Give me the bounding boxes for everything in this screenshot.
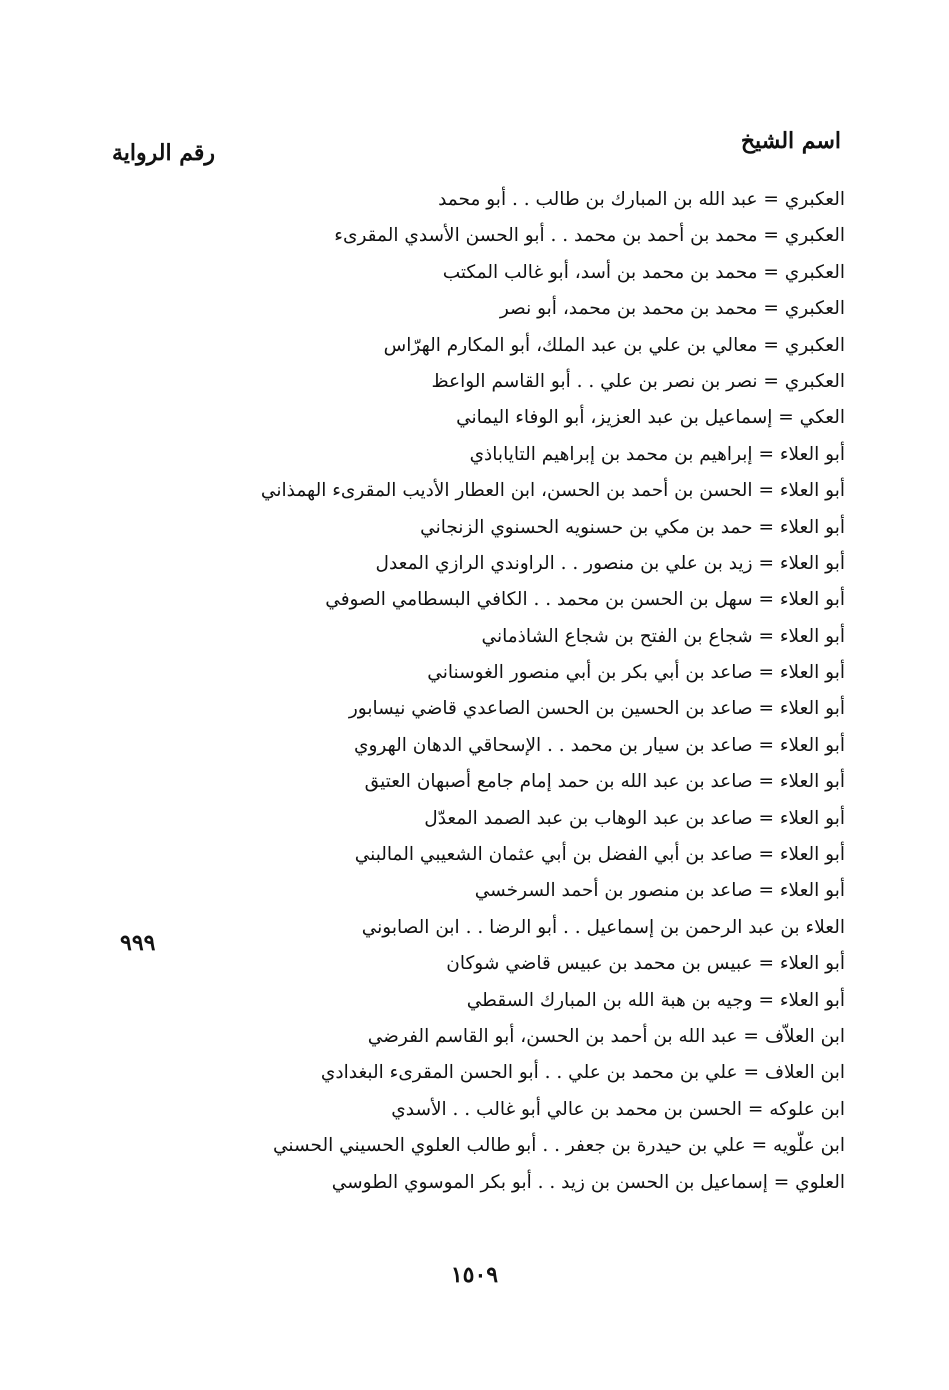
sheikh-entry: أبو العلاء = حمد بن مكي بن حسنويه الحسنوي الزنجاني	[420, 516, 845, 538]
sheikh-entry: أبو العلاء = صاعد بن الحسين بن الحسن الصاعدي قاضي نيسابور	[348, 698, 845, 720]
sheikh-entry: العكبري = محمد بن محمد بن أسد، أبو غالب المكتب	[442, 261, 845, 283]
sheikh-entry: العكبري = نصر بن نصر بن علي . . أبو القاسم الواعظ	[431, 370, 845, 392]
sheikh-entry: أبو العلاء = صاعد بن سيار بن محمد . . الإسحاقي الدهان الهروي	[353, 734, 845, 756]
sheikh-entry: العكبري = محمد بن محمد بن محمد، أبو نصر	[499, 298, 845, 320]
sheikh-entry: العلاء بن عبد الرحمن بن إسماعيل . . أبو الرضا . . ابن الصابوني	[361, 916, 845, 938]
sheikh-entry: أبو العلاء = صاعد بن عبد الله بن حمد إمام جامع أصبهان العتيق	[364, 771, 845, 793]
sheikh-entry: ابن العلاف = علي بن محمد بن علي . . أبو الحسن المقرىء البغدادي	[320, 1062, 845, 1084]
sheikh-entry: أبو العلاء = صاعد بن أبي بكر بن أبي منصور الغوسناني	[427, 662, 845, 684]
sheikh-entry: العكبري = محمد بن أحمد بن محمد . . أبو الحسن الأسدي المقرىء	[334, 225, 845, 247]
sheikh-entry: أبو العلاء = زيد بن علي بن منصور . . الراوندي الرازي المعدل	[375, 552, 845, 574]
sheikh-entry: أبو العلاء = الحسن بن أحمد بن الحسن، ابن العطار الأديب المقرىء الهمذاني	[260, 480, 845, 502]
sheikh-entry: العكبري = عبد الله بن المبارك بن طالب . . أبو محمد	[438, 189, 845, 210]
sheikh-entry: العكي = إسماعيل بن عبد العزيز، أبو الوفاء اليماني	[456, 407, 845, 429]
sheikh-entry: أبو العلاء = صاعد بن أبي الفضل بن أبي عثمان الشعيبي المالبني	[354, 844, 845, 866]
sheikh-entry: أبو العلاء = وجيه بن هبة الله بن المبارك السقطي	[466, 989, 845, 1011]
narration-number: ٩٩٩	[120, 930, 156, 956]
sheikh-entry: العكبري = معالي بن علي بن عبد الملك، أبو المكارم الهرّاس	[383, 334, 845, 356]
sheikh-entry: ابن العلاّف = عبد الله بن أحمد بن الحسن، أبو القاسم الفرضي	[367, 1025, 845, 1047]
sheikh-entry: أبو العلاء = عبيس بن محمد بن عبيس قاضي شوكان	[446, 953, 845, 975]
sheikh-entry: أبو العلاء = صاعد بن منصور بن أحمد السرخسي	[474, 880, 845, 902]
sheikh-entry-list	[245, 182, 845, 1201]
sheikh-entry: أبو العلاء = شجاع بن الفتح بن شجاع الشاذماني	[481, 625, 845, 647]
sheikh-entry: أبو العلاء = صاعد بن عبد الوهاب بن عبد الصمد المعدّل	[424, 807, 845, 829]
sheikh-entry: أبو العلاء = سهل بن الحسن بن محمد . . الكافي البسطامي الصوفي	[325, 589, 845, 611]
narration-number-header: رقم الرواية	[112, 140, 216, 166]
sheikh-name-header: اسم الشيخ	[740, 128, 841, 154]
sheikh-entry: ابن علّويه = علي بن حيدرة بن جعفر . . أبو طالب العلوي الحسيني الحسني	[273, 1135, 845, 1157]
page-number: ١٥٠٩	[450, 1262, 499, 1288]
sheikh-entry: العلوي = إسماعيل بن الحسن بن زيد . . أبو بكر الموسوي الطوسي	[331, 1171, 845, 1193]
sheikh-entry: أبو العلاء = إبراهيم بن محمد بن إبراهيم التاياباذي	[469, 443, 845, 465]
sheikh-entry: ابن علوكه = الحسن بن محمد بن عالي أبو غالب . . الأسدي	[391, 1098, 845, 1120]
